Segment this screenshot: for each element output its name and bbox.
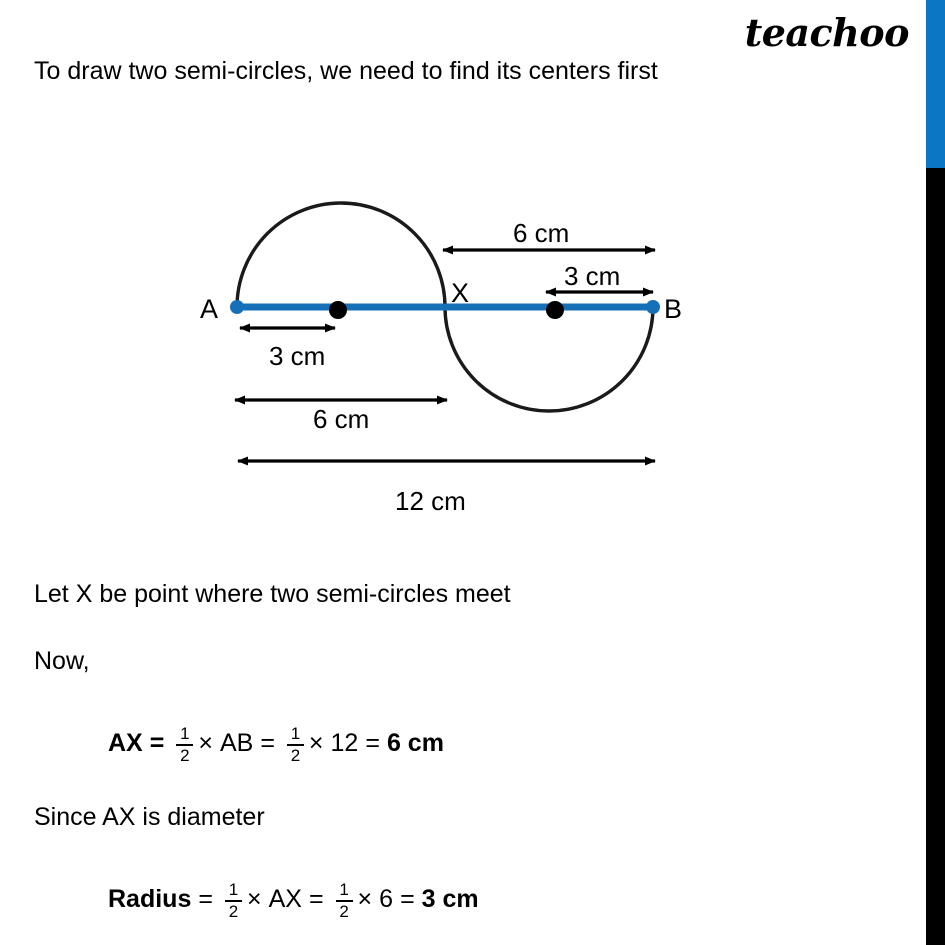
let-x-text: Let X be point where two semi-circles meet — [34, 580, 511, 608]
dimension-label-left-3cm: 3 cm — [269, 341, 326, 371]
equation-radius-frac1-numerator: 1 — [228, 880, 239, 899]
equation-ax-frac2-numerator: 1 — [290, 724, 301, 743]
equation-ax-eq3: = — [365, 729, 380, 758]
equation-ax-result: 6 cm — [386, 729, 444, 758]
label-point-a: A — [200, 294, 219, 324]
since-text: Since AX is diameter — [34, 803, 265, 831]
equation-radius-eq3: = — [400, 885, 415, 914]
equation-radius-frac1-denominator: 2 — [228, 901, 239, 921]
equation-radius-frac2-numerator: 1 — [339, 880, 349, 899]
label-point-x: X — [451, 278, 470, 308]
equation-ax-eq2: = — [260, 729, 275, 758]
equation-ax-times1: × — [198, 729, 213, 758]
equation-ax-fraction-2 — [287, 725, 304, 765]
dimension-label-right-3cm: 3 cm — [564, 261, 621, 291]
equation-ax-times2: × — [308, 729, 324, 758]
equation-ax-lhs: AX — [108, 729, 143, 758]
equation-radius — [108, 880, 479, 920]
center-left-dot — [329, 301, 347, 319]
equation-radius-fraction-2 — [336, 881, 353, 921]
center-right-dot — [546, 301, 564, 319]
now-text: Now, — [34, 647, 90, 675]
teachoo-logo: teachoo — [744, 10, 909, 55]
equation-ax — [108, 724, 444, 764]
equation-radius-lhs: Radius — [108, 885, 192, 914]
equation-ax-term1: AB — [219, 729, 254, 758]
equation-radius-term1: AX — [268, 885, 302, 914]
upper-semicircle-arc — [237, 203, 445, 307]
equation-radius-eq2: = — [308, 885, 324, 914]
label-point-b: B — [664, 294, 683, 324]
dimension-label-left-6cm: 6 cm — [313, 404, 370, 434]
equation-radius-result: 3 cm — [421, 885, 479, 914]
intro-text: To draw two semi-circles, we need to find its centers first — [34, 57, 658, 85]
equation-ax-frac1-denominator: 2 — [180, 745, 190, 765]
equation-radius-eq1: = — [198, 885, 213, 914]
dimension-label-right-6cm: 6 cm — [513, 218, 570, 248]
dimension-label-total-12cm: 12 cm — [395, 486, 466, 516]
equation-ax-frac1-numerator: 1 — [180, 724, 190, 743]
point-a-dot — [230, 300, 244, 314]
equation-ax-fraction-1 — [176, 725, 193, 765]
equation-radius-times2: × — [357, 885, 373, 914]
point-b-dot — [646, 300, 660, 314]
equation-radius-times1: × — [246, 885, 262, 914]
equation-radius-fraction-1 — [225, 881, 242, 921]
equation-radius-frac2-denominator: 2 — [339, 901, 349, 921]
equation-ax-frac2-denominator: 2 — [290, 745, 301, 765]
equation-ax-term2: 12 — [330, 729, 359, 758]
equation-ax-eq1: = — [149, 729, 165, 758]
lower-semicircle-arc — [445, 307, 653, 411]
equation-radius-term2: 6 — [379, 885, 394, 914]
